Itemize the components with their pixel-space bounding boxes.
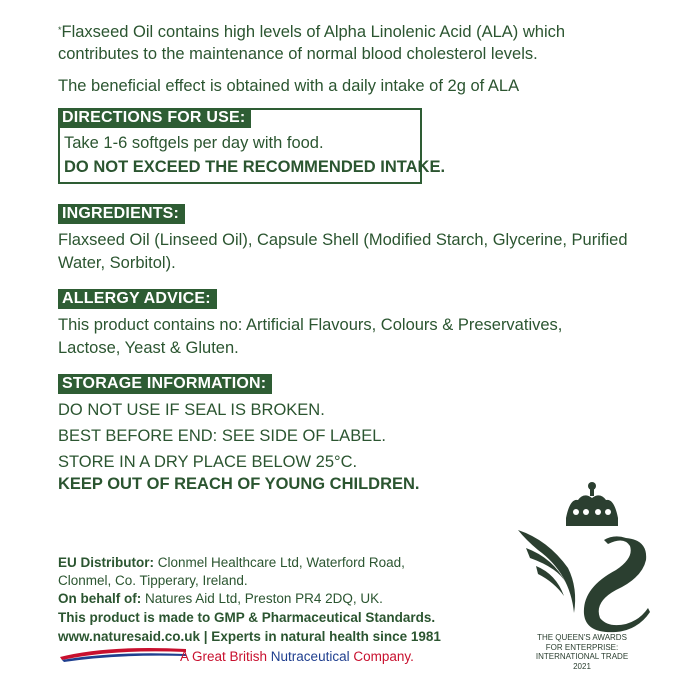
eu-distributor-value: Clonmel Healthcare Ltd, Waterford Road, [154,555,405,570]
ingredients-heading: INGREDIENTS: [58,204,185,224]
allergy-heading: ALLERGY ADVICE: [58,289,217,309]
tagline-part-c: Company. [349,649,414,664]
directions-line-1: Take 1-6 softgels per day with food. [64,134,324,152]
eu-distributor-line-2: Clonmel, Co. Tipperary, Ireland. [58,573,248,588]
tagline [180,648,414,665]
storage-line-3: STORE IN A DRY PLACE BELOW 25°C. [58,453,358,471]
storage-heading: STORAGE INFORMATION: [58,374,272,394]
storage-line-2: BEST BEFORE END: SEE SIDE OF LABEL. [58,427,386,445]
website-line: www.naturesaid.co.uk | Experts in natural health since 1981 [58,629,441,644]
ingredients-line-2: Water, Sorbitol). [58,254,176,272]
crown-icon [566,482,618,526]
gmp-line: This product is made to GMP & Pharmaceutical Standards. [58,610,436,625]
on-behalf-label: On behalf of: [58,591,142,606]
storage-line-1: DO NOT USE IF SEAL IS BROKEN. [58,401,325,419]
intro-line-1 [58,22,565,42]
allergy-line-2: Lactose, Yeast & Gluten. [58,339,239,357]
ingredients-line-1: Flaxseed Oil (Linseed Oil), Capsule Shell (Modified Starch, Glycerine, Purified [58,231,628,249]
award-line-3: INTERNATIONAL TRADE [535,652,629,661]
flag-swoosh-icon [58,643,188,663]
award-line-4: 2021 [573,661,591,671]
tagline-part-b: Nutraceutical [270,649,350,664]
intro-text-1: Flaxseed Oil contains high levels of Alpha Linolenic Acid (ALA) which [61,23,566,41]
directions-heading: DIRECTIONS FOR USE: [58,108,251,128]
on-behalf-line [58,590,383,607]
directions-line-2: DO NOT EXCEED THE RECOMMENDED INTAKE. [64,158,446,176]
award-caption [508,633,656,671]
eu-distributor-label: EU Distributor: [58,555,154,570]
intro-line-2: contributes to the maintenance of normal blood cholesterol levels. [58,45,538,63]
award-line-1: THE QUEEN'S AWARDS [537,633,627,642]
intro-line-3: The beneficial effect is obtained with a daily intake of 2g of ALA [58,77,520,95]
on-behalf-value: Natures Aid Ltd, Preston PR4 2DQ, UK. [141,591,383,606]
allergy-line-1: This product contains no: Artificial Flavours, Colours & Preservatives, [58,316,563,334]
asterisk: * [58,25,62,35]
eu-distributor-line-1 [58,554,405,571]
tagline-part-a: A Great British [180,649,271,664]
storage-line-4: KEEP OUT OF REACH OF YOUNG CHILDREN. [58,475,420,493]
award-line-2: FOR ENTERPRISE: [545,642,619,652]
